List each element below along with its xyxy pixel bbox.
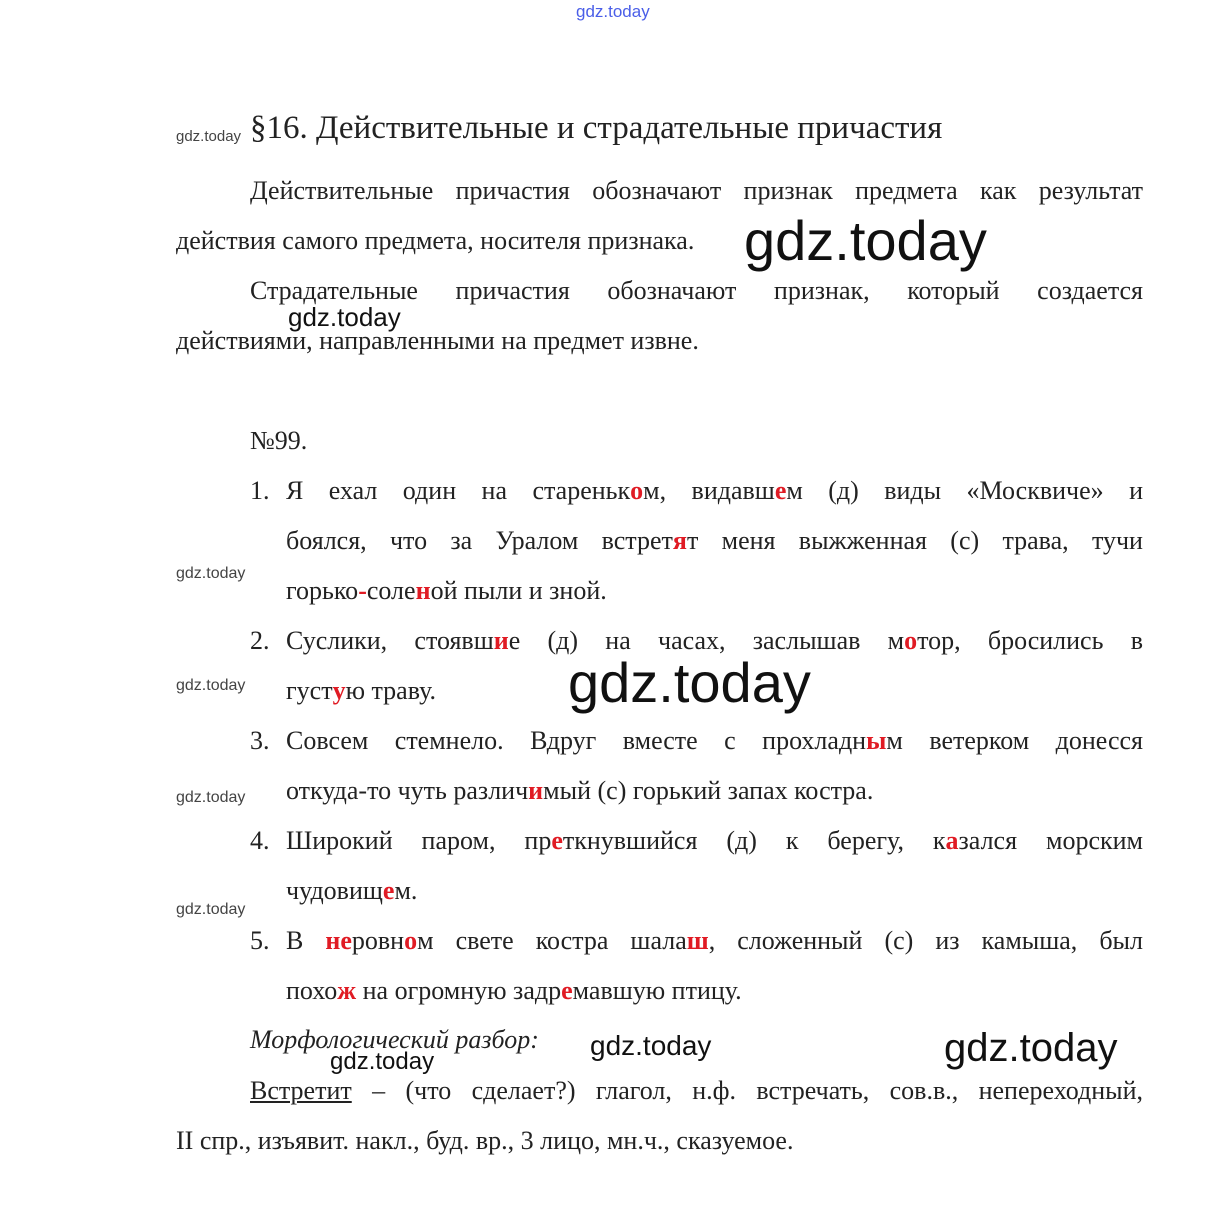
watermark-side-4: gdz.today: [176, 901, 246, 918]
item-5-number: 5.: [250, 926, 270, 955]
item-4-line-1: Широкий паром, преткнувшийся (д) к берегу, казался морским: [286, 826, 1143, 855]
watermark-title-side: gdz.today: [176, 128, 242, 145]
item-3-line-2: откуда-то чуть различимый (с) горький запах костра.: [286, 776, 874, 805]
analysis-word: Встретит: [250, 1076, 352, 1105]
watermark-big-3: gdz.today: [944, 1026, 1118, 1070]
item-1-line-1: Я ехал один на стареньком, видавшем (д) виды «Москвиче» и: [286, 476, 1143, 505]
watermark-top: gdz.today: [576, 2, 650, 21]
analysis-heading: Морфологический разбор:: [250, 1025, 539, 1054]
item-2-line-1: Суслики, стоявшие (д) на часах, заслышав мотор, бросились в: [286, 626, 1143, 655]
item-5-line-1: В неровном свете костра шалаш, сложенный (с) из камыша, был: [286, 926, 1143, 955]
item-4-line-2: чудовищем.: [286, 876, 418, 905]
watermark-medium-1: gdz.today: [288, 302, 401, 332]
item-1-number: 1.: [250, 476, 270, 505]
item-1-line-3: горько-соленой пыли и зной.: [286, 576, 607, 605]
watermark-big-1: gdz.today: [744, 209, 987, 272]
para2-line1: Страдательные причастия обозначают признак, который создается: [250, 276, 1143, 305]
para1-line1: Действительные причастия обозначают признак предмета как результат: [250, 176, 1143, 205]
watermark-side-2: gdz.today: [176, 677, 246, 694]
para2-line2: действиями, направленными на предмет извне.: [176, 326, 699, 355]
item-2-number: 2.: [250, 626, 270, 655]
item-2-line-2: густую траву.: [286, 676, 437, 705]
analysis-line-1: Встретит – (что сделает?) глагол, н.ф. встречать, сов.в., непереходный,: [250, 1076, 1143, 1105]
item-4-number: 4.: [250, 826, 270, 855]
page-title: §16. Действительные и страдательные причастия: [250, 110, 943, 146]
item-1-line-2: боялся, что за Уралом встретят меня выжженная (с) трава, тучи: [286, 526, 1143, 555]
item-3-number: 3.: [250, 726, 270, 755]
watermark-side-1: gdz.today: [176, 565, 246, 582]
item-5-line-2: похож на огромную задремавшую птицу.: [286, 976, 742, 1005]
watermark-medium-2: gdz.today: [590, 1030, 712, 1061]
item-3-line-1: Совсем стемнело. Вдруг вместе с прохладным ветерком донесся: [286, 726, 1143, 755]
exercise-number: №99.: [250, 426, 308, 455]
para1-line2: действия самого предмета, носителя признака.: [176, 226, 695, 255]
watermark-side-3: gdz.today: [176, 789, 246, 806]
analysis-line-2: II спр., изъявит. накл., буд. вр., 3 лицо, мн.ч., сказуемое.: [176, 1126, 794, 1155]
watermark-medium-3: gdz.today: [330, 1048, 435, 1075]
watermark-big-2: gdz.today: [568, 651, 811, 714]
